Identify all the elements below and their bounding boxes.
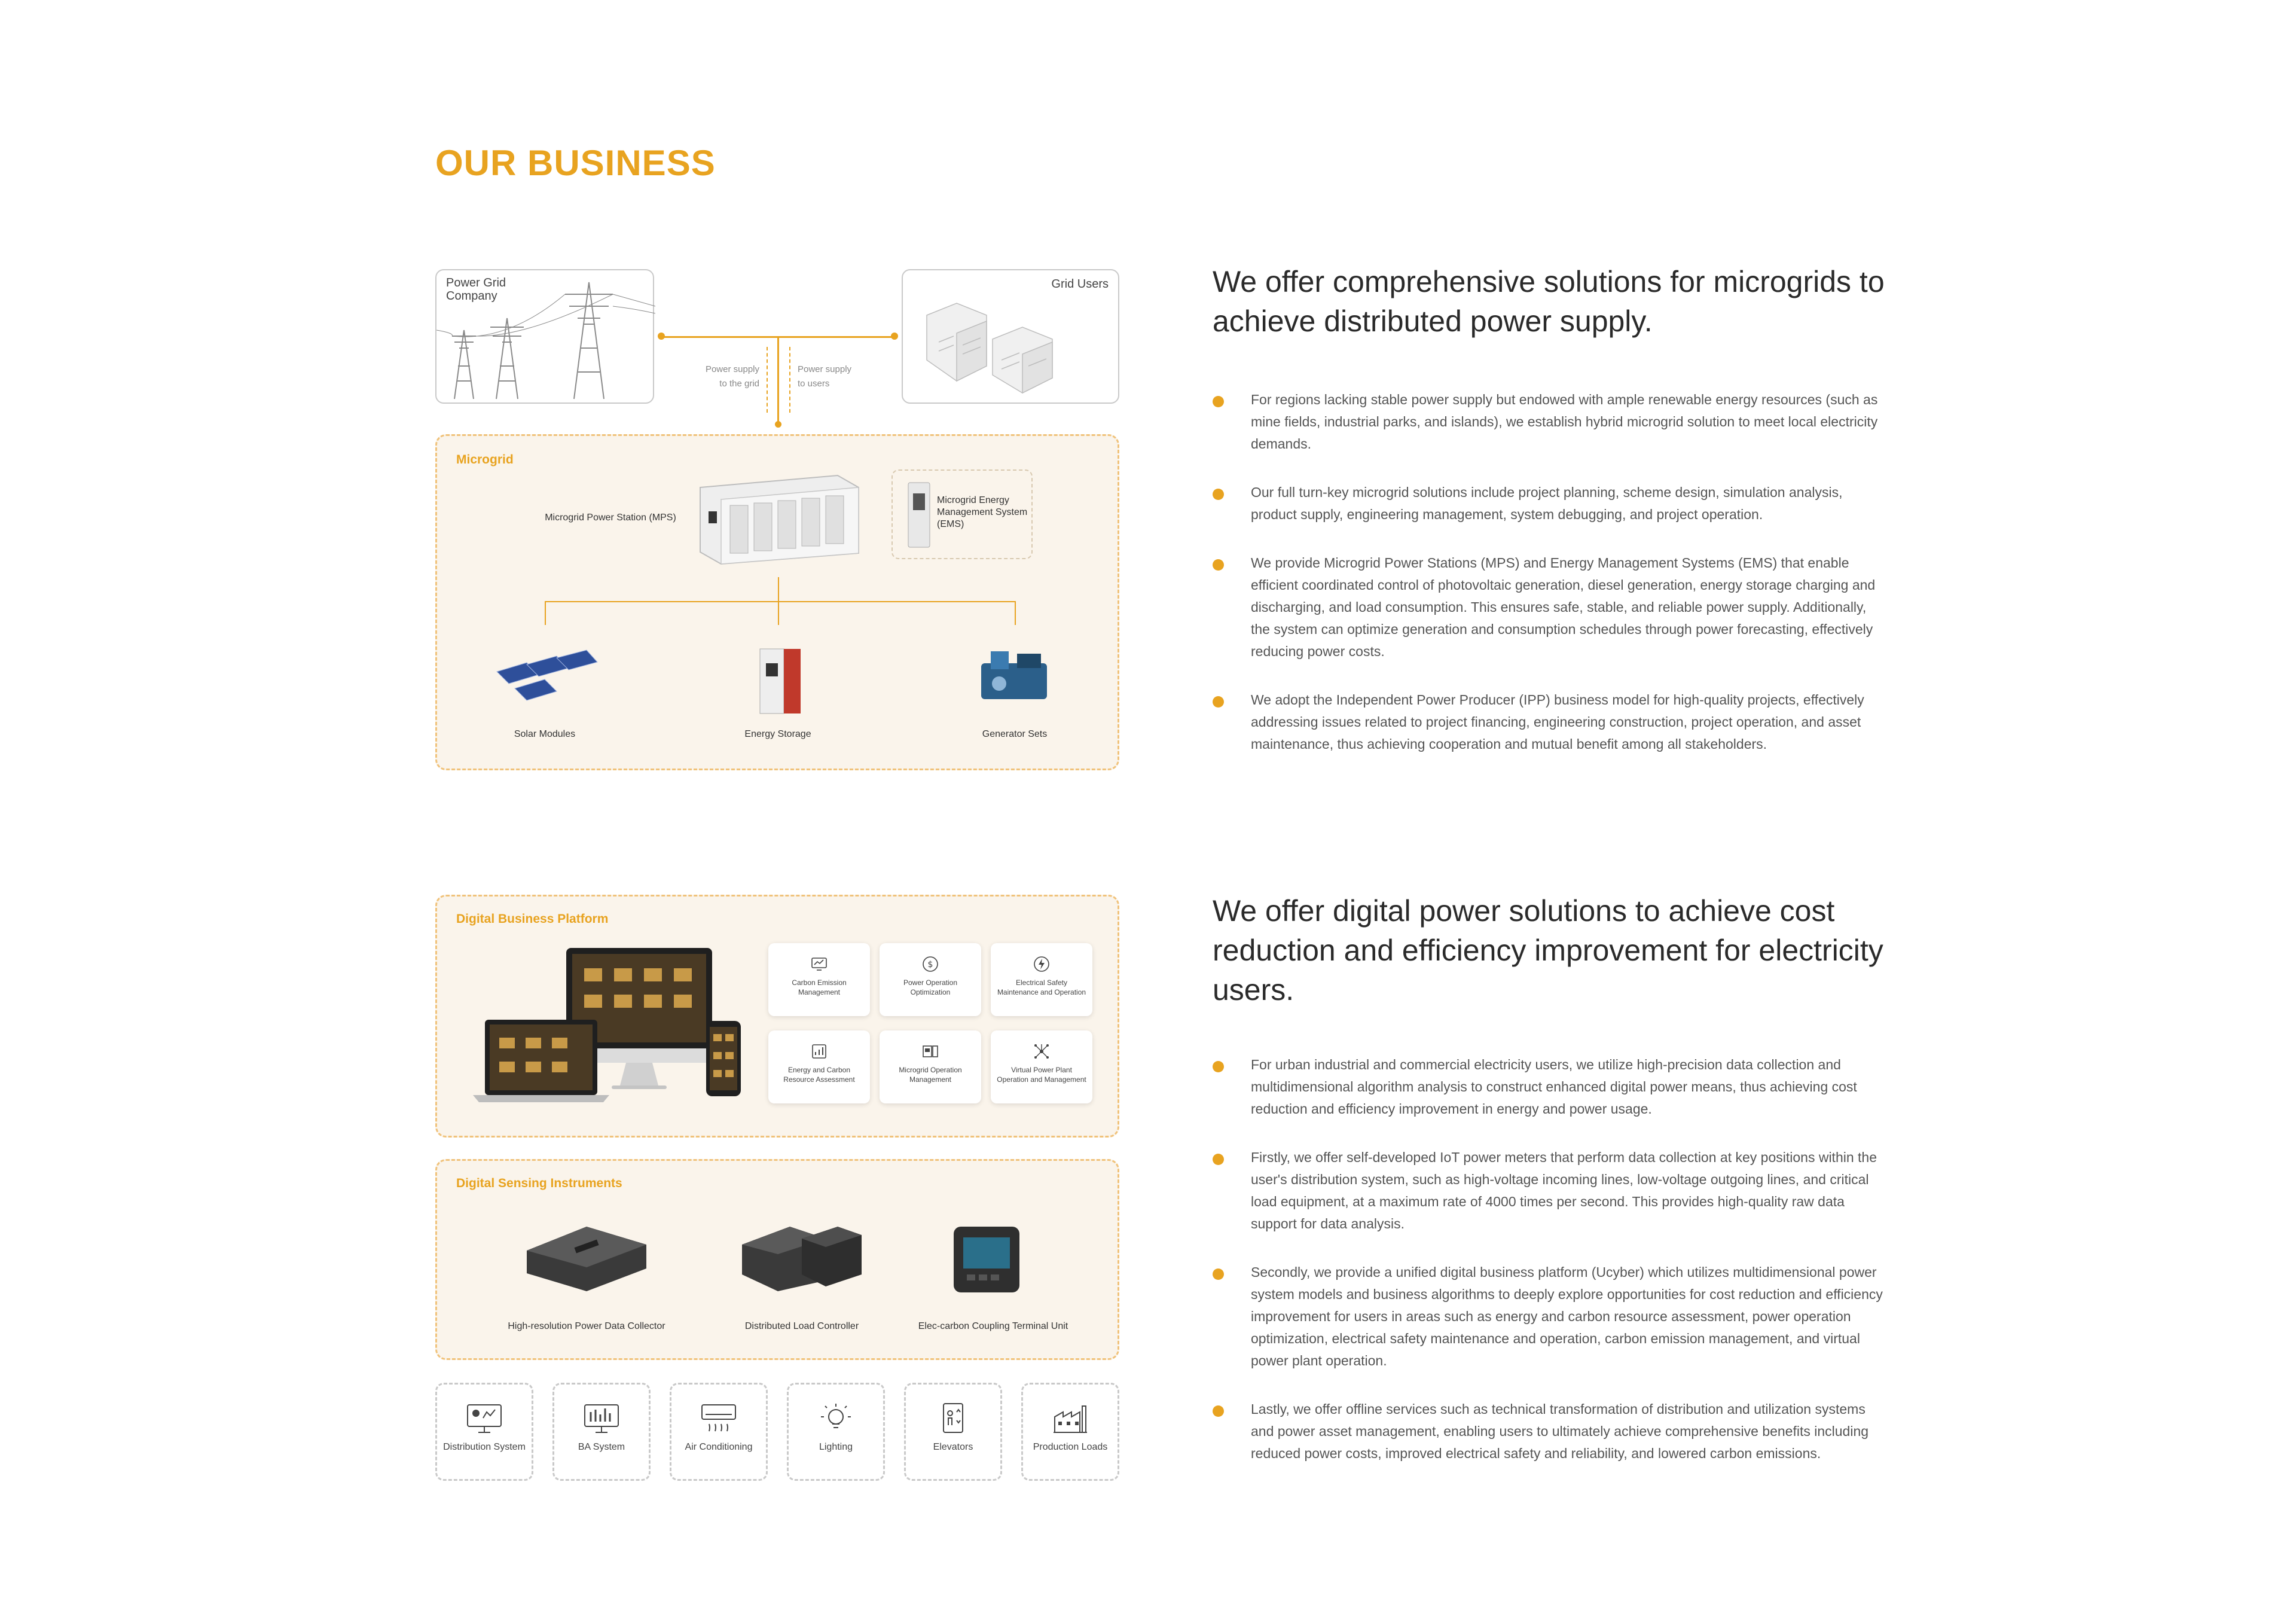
factory-icon (1051, 1401, 1089, 1435)
microgrid-bullet: For regions lacking stable power supply but endowed with ample renewable energy resources (such as mine fields, industrial parks, and islands), we establish hybrid microgrid solution to meet local electricity demands. (1213, 389, 1888, 455)
feature-card-energy-carbon[interactable] (768, 1030, 870, 1103)
device-label-collector: High-resolution Power Data Collector (508, 1321, 665, 1331)
microgrid-panel-title: Microgrid (456, 453, 514, 466)
dollar-circle-icon (921, 955, 939, 973)
network-icon (1033, 1042, 1051, 1060)
load-box-air-conditioning[interactable] (670, 1383, 768, 1481)
feature-card-label: Carbon Emission Management (792, 978, 847, 996)
energy-storage-image (758, 645, 803, 716)
lightbulb-icon (817, 1401, 855, 1435)
ems-label: Microgrid Energy Management System (EMS) (937, 495, 1028, 529)
load-box-ba-system[interactable] (552, 1383, 651, 1481)
flow-line-vertical (777, 336, 779, 426)
digital-heading: We offer digital power solutions to achieve cost reduction and efficiency improvement for electricity users. (1213, 894, 1883, 1007)
flow-arrow-left (658, 333, 665, 340)
generator-branch (1015, 601, 1016, 625)
flow-arrow-down (775, 421, 781, 428)
feature-card-label: Power Operation Optimization (903, 978, 958, 996)
feature-card-label: Microgrid Operation Management (899, 1066, 962, 1084)
feature-card-label: Virtual Power Plant Operation and Management (997, 1066, 1086, 1084)
device-label-terminal: Elec-carbon Coupling Terminal Unit (918, 1321, 1068, 1331)
flow-arrow-right (891, 333, 898, 340)
air-conditioner-icon (700, 1401, 738, 1435)
ba-system-icon (582, 1401, 621, 1435)
load-box-production-loads[interactable] (1021, 1383, 1119, 1481)
digital-platform-panel (435, 895, 1119, 1138)
load-box-distribution-system[interactable] (435, 1383, 533, 1481)
flow-to-grid-label: Power supply to the grid (705, 364, 759, 389)
microgrid-heading: We offer comprehensive solutions for microgrids to achieve distributed power supply. (1213, 265, 1885, 338)
bar-chart-icon (810, 1042, 828, 1060)
feature-card-electrical-safety[interactable] (991, 943, 1092, 1016)
buildings-image (903, 270, 1120, 405)
platform-devices-image (471, 944, 752, 1118)
load-controller-image (736, 1215, 868, 1292)
digital-bullet: Lastly, we offer offline services such as technical transformation of distribution and utilization systems and power asset management, enabling users to ultimately achieve comprehensive benefits including reduced power costs, improved electrical safety and reliability, and lowered carbon emissions. (1213, 1398, 1888, 1465)
flow-to-users-label: Power supply to users (798, 364, 852, 389)
feature-card-virtual-power-plant[interactable] (991, 1030, 1092, 1103)
grid-device-icon (921, 1042, 939, 1060)
power-data-collector-image (521, 1221, 652, 1292)
load-label: Distribution System (443, 1442, 526, 1452)
feature-card-label: Energy and Carbon Resource Assessment (783, 1066, 855, 1084)
load-label: BA System (578, 1442, 625, 1452)
mps-label: Microgrid Power Station (MPS) (545, 513, 676, 523)
ems-cabinet-image (906, 481, 932, 548)
sensing-panel-title: Digital Sensing Instruments (456, 1176, 622, 1190)
solar-modules-image (491, 648, 599, 702)
microgrid-panel (435, 434, 1119, 770)
load-label: Lighting (819, 1442, 853, 1452)
flow-dash-right (789, 347, 790, 413)
digital-bullet: For urban industrial and commercial electricity users, we utilize high-precision data collection and multidimensional algorithm analysis to construct enhanced digital power means, thus achieving cost reduction and efficiency improvement in energy and power usage. (1213, 1054, 1888, 1120)
section-title: OUR BUSINESS (435, 143, 716, 183)
ems-box (891, 469, 1033, 559)
microgrid-bullet: We provide Microgrid Power Stations (MPS) and Energy Management Systems (EMS) that enable efficient coordinated control of photovoltaic generation, diesel generation, energy storage charging and discharging, and load consumption. This ensures safe, stable, and reliable power supply. Additionally, the system can optimize generation and consumption schedules through power forecasting, effectively reducing power costs. (1213, 552, 1888, 663)
digital-bullet: Secondly, we provide a unified digital business platform (Ucyber) which utilizes multidimensional power system models and business algorithms to deeply explore opportunities for cost reduction and efficiency improvement for users in areas such as energy and carbon resource assessment, power operation optimization, electrical safety maintenance and operation, carbon emission management, and virtual power plant operation. (1213, 1261, 1888, 1372)
svg-text:$: $ (927, 960, 933, 969)
component-label-storage: Energy Storage (744, 729, 811, 739)
digital-bullet-list (1213, 1054, 1888, 1465)
feature-card-power-operation[interactable] (880, 943, 981, 1016)
digital-platform-title: Digital Business Platform (456, 912, 609, 926)
power-grid-company-box (435, 269, 654, 404)
power-grid-label: Power Grid Company (446, 276, 506, 303)
microgrid-branch-line (545, 601, 1016, 602)
load-label: Air Conditioning (685, 1442, 753, 1452)
load-label: Elevators (933, 1442, 973, 1452)
flow-dash-left (767, 347, 768, 413)
microgrid-bullet-list (1213, 389, 1888, 755)
grid-users-box (902, 269, 1119, 404)
sensing-panel (435, 1159, 1119, 1360)
component-label-generator: Generator Sets (982, 729, 1048, 739)
elevator-icon (934, 1401, 972, 1435)
feature-card-carbon-emission[interactable] (768, 943, 870, 1016)
mps-container-image (694, 469, 862, 565)
load-box-elevators[interactable] (904, 1383, 1002, 1481)
microgrid-bullet: Our full turn-key microgrid solutions include project planning, scheme design, simulation analysis, product supply, engineering management, system debugging, and project operation. (1213, 481, 1888, 526)
terminal-unit-image (947, 1215, 1030, 1298)
feature-card-label: Electrical Safety Maintenance and Operation (997, 978, 1086, 996)
bolt-circle-icon (1033, 955, 1051, 973)
load-box-lighting[interactable] (787, 1383, 885, 1481)
feature-card-microgrid-operation[interactable] (880, 1030, 981, 1103)
digital-bullet: Firstly, we offer self-developed IoT power meters that perform data collection at key positions within the user's distribution system, such as high-voltage incoming lines, low-voltage outgoing lines, and critical load equipment, at a maximum rate of 4000 times per second. This provides high-quality raw data support for data analysis. (1213, 1146, 1888, 1235)
microgrid-bullet: We adopt the Independent Power Producer (IPP) business model for high-quality projects, effectively addressing issues related to project financing, engineering construction, project operation, and asset maintenance, thus achieving cooperation and mutual benefit among all stakeholders. (1213, 689, 1888, 755)
transmission-tower-image (436, 270, 655, 405)
device-label-controller: Distributed Load Controller (744, 1321, 859, 1331)
generator-sets-image (975, 645, 1053, 705)
chart-screen-icon (810, 955, 828, 973)
distribution-icon (465, 1401, 503, 1435)
load-label: Production Loads (1033, 1442, 1108, 1452)
solar-branch (545, 601, 546, 625)
grid-users-label: Grid Users (1051, 278, 1109, 291)
component-label-solar: Solar Modules (514, 729, 576, 739)
